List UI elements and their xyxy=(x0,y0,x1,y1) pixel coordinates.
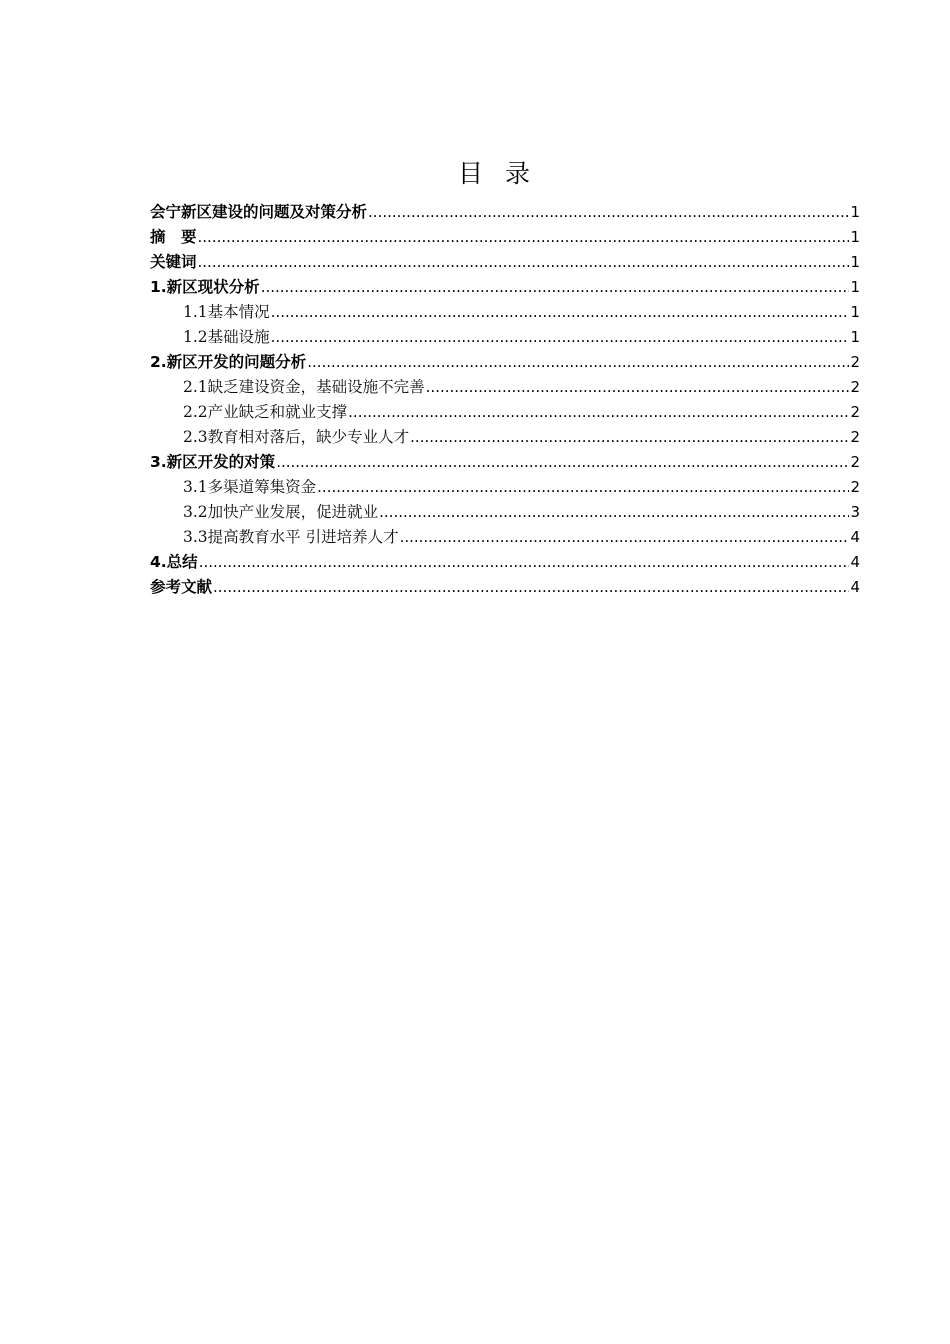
toc-entry-text: 4.总结 xyxy=(150,553,198,571)
toc-entry[interactable] xyxy=(150,525,860,550)
toc-entry-page: 3 xyxy=(850,503,860,521)
toc-entry-page: 4 xyxy=(850,553,860,571)
toc-entry[interactable] xyxy=(150,425,860,450)
toc-entry-page: 1 xyxy=(850,228,860,246)
toc-leader xyxy=(198,250,849,275)
toc-entry-page: 1 xyxy=(850,278,860,296)
toc-entry[interactable] xyxy=(150,275,860,300)
toc-entry-text: 关键词 xyxy=(150,253,197,271)
toc-entry[interactable] xyxy=(150,500,860,525)
toc-entry-text: 2.新区开发的问题分析 xyxy=(150,353,307,371)
toc-entry-page: 1 xyxy=(850,328,860,346)
toc-entry[interactable] xyxy=(150,475,860,500)
toc-entry[interactable] xyxy=(150,375,860,400)
toc-entry-text: 1.1基本情况 xyxy=(183,303,270,321)
toc-entry-text: 1.新区现状分析 xyxy=(150,278,260,296)
toc-entry[interactable] xyxy=(150,200,860,225)
toc-leader xyxy=(271,325,849,350)
toc-entry-page: 1 xyxy=(850,203,860,221)
toc-entry[interactable] xyxy=(150,325,860,350)
toc-leader xyxy=(348,400,849,425)
toc-leader xyxy=(317,475,849,500)
toc-entry-text: 3.新区开发的对策 xyxy=(150,453,276,471)
toc-leader xyxy=(213,575,849,600)
toc-entry-text: 3.2加快产业发展，促进就业 xyxy=(183,503,379,521)
toc-entry-text: 3.1多渠道筹集资金 xyxy=(183,478,317,496)
toc-leader xyxy=(400,525,849,550)
toc-entry-page: 2 xyxy=(850,353,860,371)
toc-entry-text: 会宁新区建设的问题及对策分析 xyxy=(150,203,368,221)
toc-entry-page: 1 xyxy=(850,303,860,321)
toc-entry-text: 摘 要 xyxy=(150,228,197,246)
toc-entry-text: 2.1缺乏建设资金，基础设施不完善 xyxy=(183,378,425,396)
toc-leader xyxy=(198,225,849,250)
toc-entry-page: 2 xyxy=(850,428,860,446)
toc-entry-page: 2 xyxy=(850,453,860,471)
toc-entry[interactable] xyxy=(150,575,860,600)
toc-entry-page: 2 xyxy=(850,478,860,496)
toc-entry-text: 3.3提高教育水平 引进培养人才 xyxy=(183,528,399,546)
toc-leader xyxy=(368,200,849,225)
toc-entry[interactable] xyxy=(150,400,860,425)
toc-leader xyxy=(379,500,849,525)
toc-entry-text: 2.2产业缺乏和就业支撑 xyxy=(183,403,348,421)
toc-leader xyxy=(276,450,849,475)
toc-title: 目录 xyxy=(457,159,552,188)
toc-entry-page: 1 xyxy=(850,253,860,271)
toc-entry-page: 4 xyxy=(850,528,860,546)
toc-leader xyxy=(307,350,849,375)
toc-entry-text: 2.3教育相对落后，缺少专业人才 xyxy=(183,428,410,446)
toc-leader xyxy=(199,550,849,575)
toc-leader xyxy=(410,425,849,450)
toc-entry[interactable] xyxy=(150,300,860,325)
toc-leader xyxy=(426,375,849,400)
toc-entry-text: 1.2基础设施 xyxy=(183,328,270,346)
toc-leader xyxy=(261,275,849,300)
toc-entry[interactable] xyxy=(150,225,860,250)
toc-entry-page: 2 xyxy=(850,403,860,421)
toc-entry-text: 参考文献 xyxy=(150,578,213,596)
toc-entry[interactable] xyxy=(150,350,860,375)
toc-entry[interactable] xyxy=(150,250,860,275)
table-of-contents xyxy=(150,200,860,600)
toc-entry[interactable] xyxy=(150,450,860,475)
toc-entry-page: 2 xyxy=(850,378,860,396)
toc-leader xyxy=(271,300,849,325)
toc-entry-page: 4 xyxy=(850,578,860,596)
toc-entry[interactable] xyxy=(150,550,860,575)
